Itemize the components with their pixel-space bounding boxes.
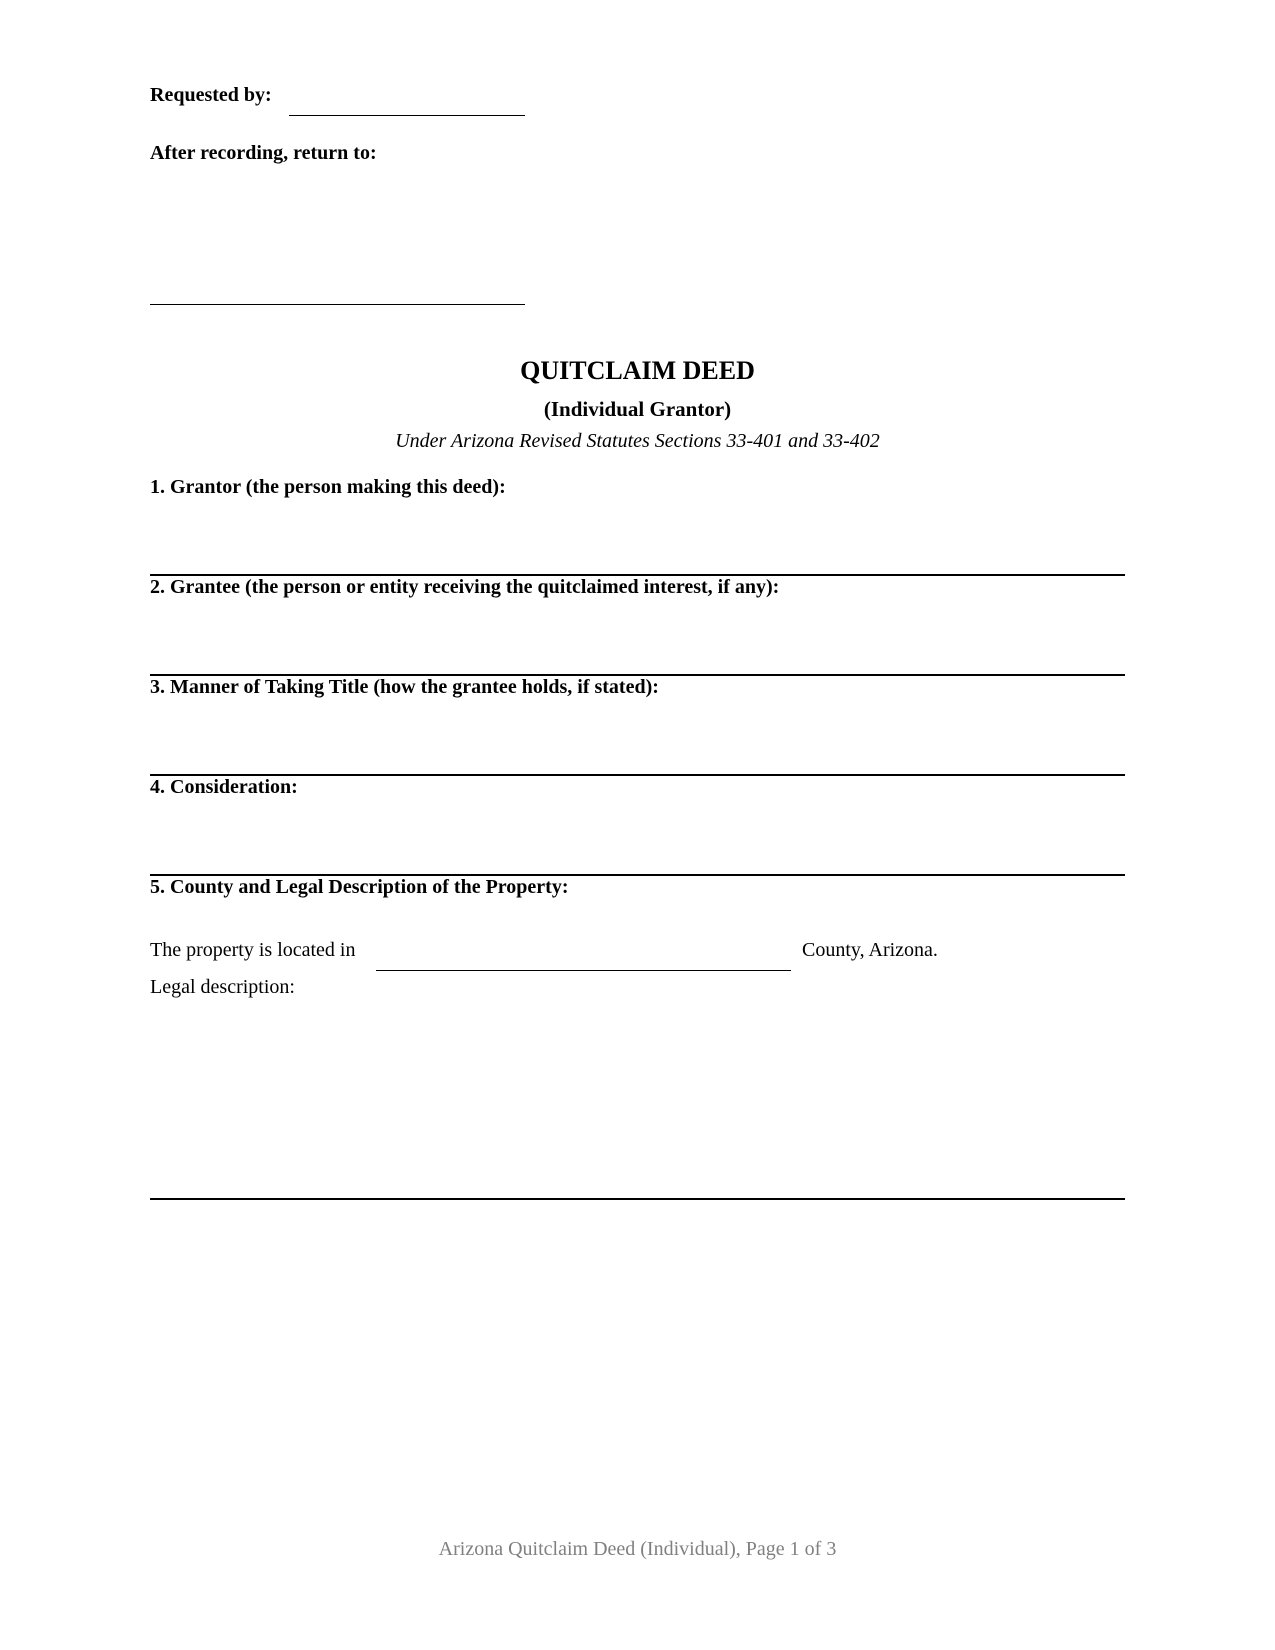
document-title: QUITCLAIM DEED [520,356,755,385]
section-consideration-heading: 4. Consideration: [150,776,298,798]
document-subtitle: (Individual Grantor) [543,397,732,421]
page-footer: Arizona Quitclaim Deed (Individual), Page 1 of 3 [438,1538,837,1560]
legal-description-field[interactable] [150,1198,1125,1200]
return-to-field[interactable] [150,304,525,305]
section-manner-of-title-heading: 3. Manner of Taking Title (how the grantee holds, if stated): [150,676,659,698]
section-grantor-heading: 1. Grantor (the person making this deed): [150,476,506,498]
requested-by-label: Requested by: [150,84,272,106]
section-grantee-heading: 2. Grantee (the person or entity receiving the quitclaimed interest, if any): [150,576,780,598]
return-to-label: After recording, return to: [150,142,377,164]
property-located-suffix: County, Arizona. [802,939,938,961]
statute-reference: Under Arizona Revised Statutes Sections 33-401 and 33-402 [395,430,880,452]
section-county-legal-heading: 5. County and Legal Description of the Property: [150,876,569,898]
property-located-prefix: The property is located in [150,939,356,961]
county-field[interactable] [376,970,791,971]
requested-by-field[interactable] [289,115,525,116]
legal-description-label: Legal description: [150,976,295,998]
